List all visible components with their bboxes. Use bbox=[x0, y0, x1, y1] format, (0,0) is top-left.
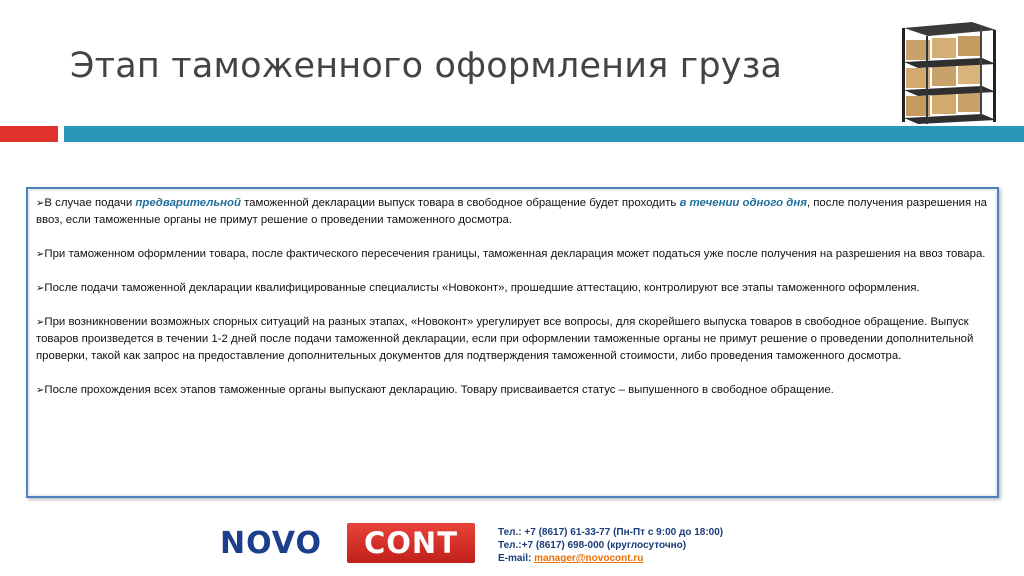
paragraph-1: ➢В случае подачи предварительной таможенной декларации выпуск товара в свободное обращение будет проходить в течении одного дня, после получения разрешения на ввоз, если таможенные органы не примут решение о проведении таможенного досмотра. bbox=[36, 197, 987, 226]
bullet-arrow-icon: ➢ bbox=[36, 317, 45, 328]
bullet-arrow-icon: ➢ bbox=[36, 283, 45, 294]
content-box bbox=[26, 187, 999, 498]
accent-bar-blue bbox=[64, 126, 1024, 142]
accent-bar-red bbox=[0, 126, 58, 142]
paragraph-5: ➢После прохождения всех этапов таможенные органы выпускают декларацию. Товару присваивается статус – выпушенного в свободное обращение. bbox=[36, 384, 834, 396]
novocont-logo bbox=[220, 522, 476, 566]
phone-24h: Тел.:+7 (8617) 698-000 (круглосуточно) bbox=[498, 540, 687, 551]
highlight-preliminary: предварительной bbox=[135, 197, 241, 209]
paragraph-3: ➢После подачи таможенной декларации квалифицированные специалисты «Новоконт», прошедшие аттестацию, контролируют все этапы таможенного оформления. bbox=[36, 282, 920, 294]
logo-cont-box bbox=[347, 523, 475, 563]
email-line bbox=[498, 552, 723, 565]
paragraph-4: ➢При возникновении возможных спорных ситуаций на разных этапах, «Новоконт» урегулирует все вопросы, для скорейшего выпуска товаров в свободное обращение. Выпуск товаров произведется в течении 1-2 дней после подачи таможенной декларации, если при оформлении таможенные органы не примут решение о проведении дополнительной проверки, такой как запрос на предоставление дополнительных документов для подтверждения таможенной стоимости, либо проведения таможенного досмотра. bbox=[36, 316, 974, 362]
email-link[interactable]: manager@novocont.ru bbox=[534, 553, 644, 564]
slide-title: Этап таможенного оформления груза bbox=[70, 46, 783, 86]
bullet-arrow-icon: ➢ bbox=[36, 198, 45, 209]
highlight-one-day: в течении одного дня bbox=[679, 197, 807, 209]
logo-cont-text: CONT bbox=[364, 526, 458, 560]
email-label: E-mail: bbox=[498, 553, 535, 564]
contact-info bbox=[498, 526, 723, 565]
logo-novo-text: NOVO bbox=[220, 526, 322, 561]
bullet-arrow-icon: ➢ bbox=[36, 385, 45, 396]
phone-office: Тел.: +7 (8617) 61-33-77 (Пн-Пт с 9:00 до 18:00) bbox=[498, 527, 724, 538]
bullet-arrow-icon: ➢ bbox=[36, 249, 45, 260]
paragraph-2: ➢При таможенном оформлении товара, после фактического пересечения границы, таможенная декларация может податься уже после получения на разрешения на ввоз товара. bbox=[36, 248, 986, 260]
content-text bbox=[36, 195, 987, 399]
shelf-with-boxes-image bbox=[892, 18, 1002, 124]
